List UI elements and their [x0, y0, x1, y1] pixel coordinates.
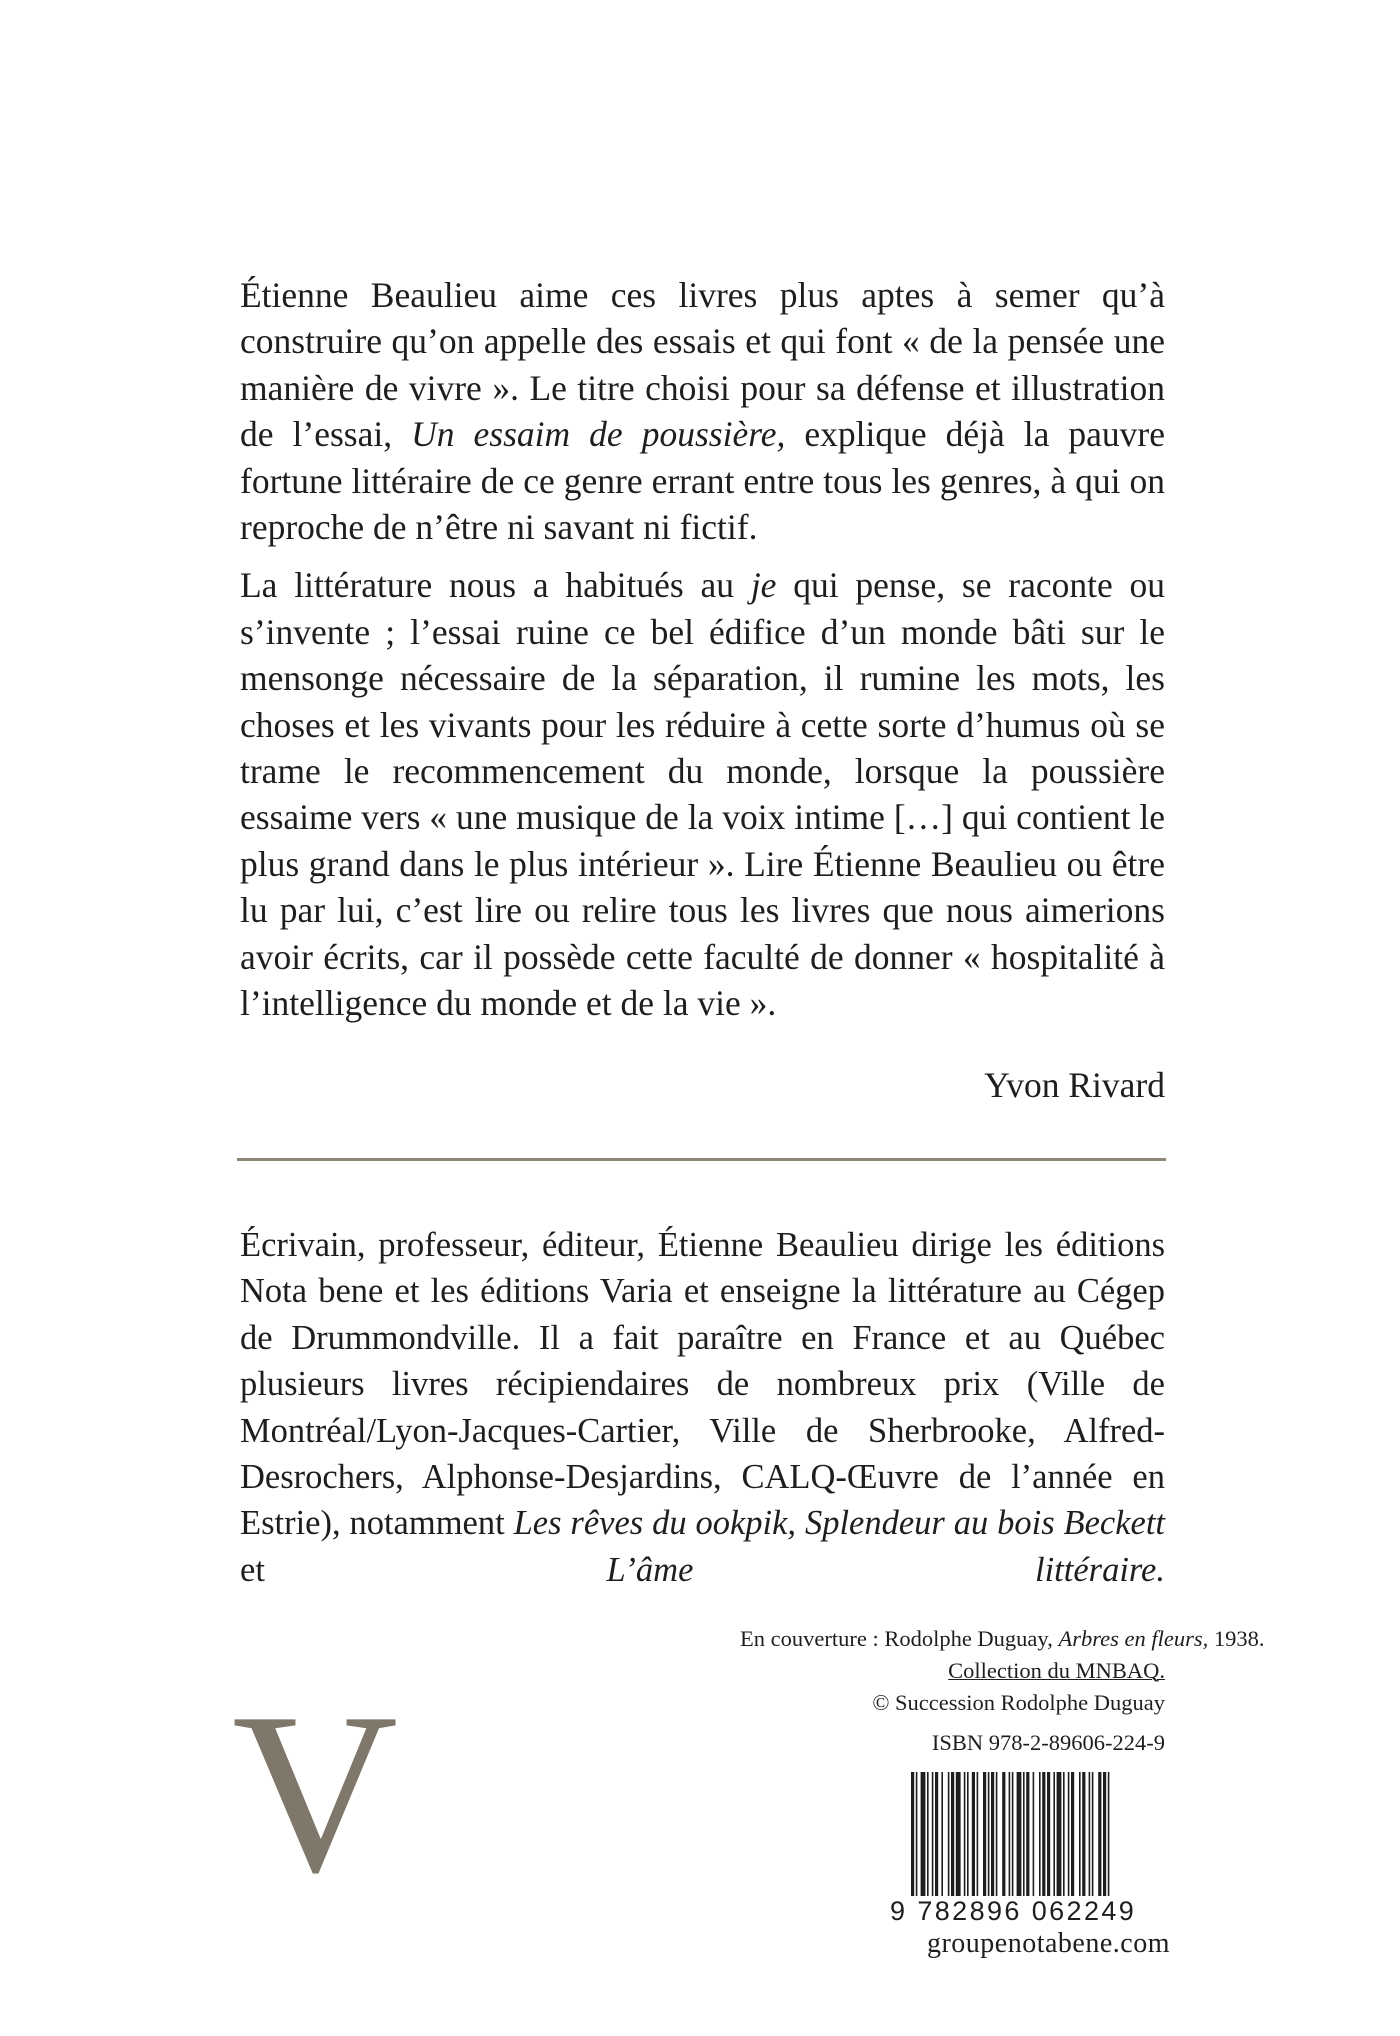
credits-line-2: Collection du MNBAQ. [948, 1658, 1165, 1683]
bio-and: et [240, 1550, 607, 1589]
credits-prefix: En couverture : Rodolphe Duguay, [740, 1626, 1059, 1651]
barcode-bar [1063, 1772, 1065, 1896]
bio-book-title-ame: L’âme littéraire. [606, 1550, 1165, 1589]
barcode-bar [948, 1772, 950, 1896]
barcode-bar [1098, 1772, 1101, 1896]
barcode-bar [996, 1772, 998, 1896]
barcode-bar [951, 1772, 954, 1896]
barcode-bar [1002, 1772, 1005, 1896]
barcode-bar [1033, 1772, 1035, 1896]
barcode-bar [1039, 1772, 1041, 1896]
credits-line-3: © Succession Rodolphe Duguay [872, 1690, 1165, 1715]
barcode-bar [1023, 1772, 1025, 1896]
blurb [240, 272, 1165, 1039]
barcode-bar [1071, 1772, 1074, 1896]
section-divider [237, 1158, 1166, 1161]
barcode-bar [1082, 1772, 1085, 1896]
blurb-paragraph-2 [240, 562, 1165, 1026]
barcode-bar [1009, 1772, 1011, 1896]
barcode-bar [927, 1772, 929, 1896]
publisher-website: groupenotabene.com [926, 1928, 1170, 1959]
barcode-bar [1079, 1772, 1081, 1896]
barcode-bar [921, 1772, 926, 1896]
barcode-bar [1089, 1772, 1091, 1896]
barcode-bar [932, 1772, 934, 1896]
barcode-bar [1068, 1772, 1070, 1896]
blurb-signature: Yvon Rivard [984, 1065, 1165, 1105]
barcode-bar [941, 1772, 943, 1896]
blurb-je-italic: je [750, 565, 777, 606]
barcode-bar [1103, 1772, 1106, 1896]
isbn-label: ISBN 978-2-89606-224-9 [931, 1730, 1165, 1755]
barcode-bar [988, 1772, 990, 1896]
barcode-bar [1092, 1772, 1094, 1896]
barcode-bar [977, 1772, 979, 1896]
blurb-p2-text-end: qui pense, se raconte ou s’invente ; l’essai ruine ce bel édifice d’un monde bâti sur le mensonge nécessaire de la séparation, il rumine les mots, les choses et les vivants pour les réduire à cette sorte d’humus où se trame le recommencement du monde, lorsque la poussière essaime vers « une musique de la voix intime […] qui contient le plus grand dans le plus intérieur ». Lire Étienne Beaulieu ou être lu par lui, c’est lire ou relire tous les livres que nous aimerions avoir écrits, car il possède cette faculté de donner « hospitalité à l’intelligence du monde et de la vie ». [240, 565, 1165, 1024]
barcode-bar [1057, 1772, 1062, 1896]
barcode-bar [911, 1772, 914, 1896]
blurb-p1-text-end: explique déjà la pauvre fortune littéraire de ce genre errant entre tous les genres, à qui on reproche de n’être ni savant ni fictif. [240, 414, 1165, 548]
blurb-p2-text-start: La littérature nous a habitués au [240, 565, 751, 606]
bio-book-titles: Les rêves du ookpik, Splendeur au bois Beckett [513, 1504, 1165, 1543]
credits-year: 1938. [1208, 1626, 1265, 1651]
author-bio [240, 1222, 1165, 1593]
barcode-bar [983, 1772, 986, 1896]
publisher-logo: V [232, 1665, 399, 1920]
barcode-bar [1108, 1772, 1110, 1896]
credits-line-1 [740, 1623, 1265, 1655]
barcode-bar [1042, 1772, 1045, 1896]
barcode-bar [972, 1772, 975, 1896]
barcode-bar [935, 1772, 938, 1896]
barcode-bar [964, 1772, 966, 1896]
barcode-bar [1012, 1772, 1014, 1896]
barcode-digits: 9 782896 062249 [890, 1896, 1137, 1926]
book-title-un-essaim: Un essaim de poussière, [411, 414, 786, 455]
barcode-bar [956, 1772, 961, 1896]
blurb-p1-text-start: Étienne Beaulieu aime ces livres plus aptes à semer qu’à construire qu’on appelle des essais et qui font « de la pensée une manière de vivre ». Le titre choisi pour sa défense et illustration de l’essai, [240, 275, 1165, 455]
blurb-paragraph-1 [240, 272, 1165, 550]
cover-credits [740, 1623, 1265, 1719]
barcode-bar [967, 1772, 969, 1896]
barcode-bar [1047, 1772, 1050, 1896]
barcode-bar [991, 1772, 994, 1896]
barcode-bar [1017, 1772, 1022, 1896]
barcode [911, 1772, 1163, 1896]
barcode-bar [1026, 1772, 1029, 1896]
barcode-bar [916, 1772, 918, 1896]
credits-artwork-title: Arbres en fleurs, [1058, 1626, 1209, 1651]
barcode-bar [1053, 1772, 1055, 1896]
bio-text: Écrivain, professeur, éditeur, Étienne Beaulieu dirige les éditions Nota bene et les éditions Varia et enseigne la littérature au Cégep de Drummondville. Il a fait paraître en France et au Québec plusieurs livres récipiendaires de nombreux prix (Ville de Montréal/Lyon-Jacques-Cartier, Ville de Sherbrooke, Alfred-Desrochers, Alphonse-Desjardins, CALQ-Œuvre de l’année en Estrie), notamment [240, 1226, 1165, 1543]
